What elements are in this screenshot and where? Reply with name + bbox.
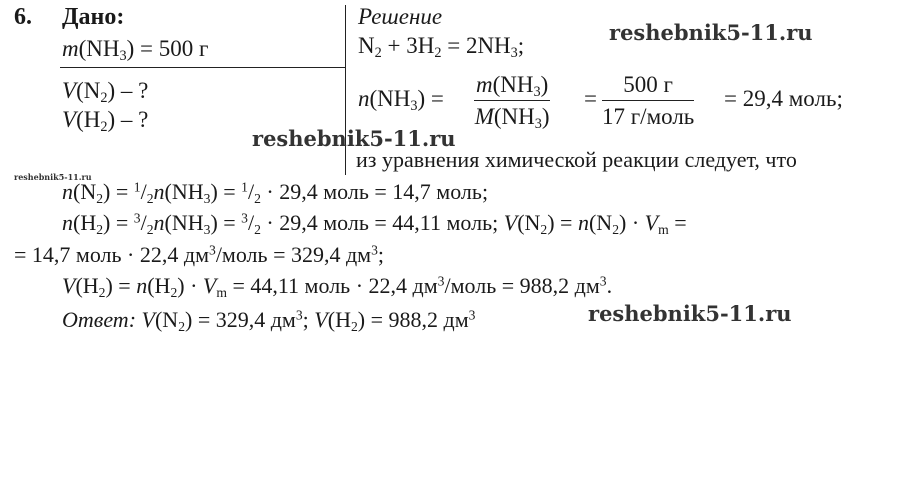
fraction-denominator: 17 г/моль	[602, 104, 695, 129]
solution-line-3: = 14,7 моль · 22,4 $дм^3$/моль = 329,4 $дм^3$;	[14, 242, 385, 267]
watermark-middle: reshebnik5-11.ru	[252, 126, 456, 151]
solution-title: Решение	[358, 4, 443, 29]
given-mass: $m(NH_3) = 500$ г	[62, 36, 209, 64]
watermark-top: reshebnik5-11.ru	[609, 20, 813, 45]
problem-number: 6.	[14, 4, 32, 30]
numeric-fraction	[602, 72, 694, 130]
follow-text: из уравнения химической реакции следует, что	[356, 147, 797, 172]
watermark-bottom: reshebnik5-11.ru	[588, 301, 792, 326]
given-title: Дано:	[62, 4, 125, 30]
amount-formula-left: $n(NH_3)$ =	[358, 86, 444, 114]
watermark-small: reshebnik5-11.ru	[14, 172, 92, 182]
find-v-n2: $V(N_2)$ – ?	[62, 78, 149, 106]
amount-result: = 29,4 моль;	[724, 86, 843, 111]
fraction-numerator: 500 г	[602, 72, 694, 101]
equals-sign: =	[584, 86, 597, 111]
solution-line-4: $V(H_2) = n(H_2) \cdot V_m = 44,11$ моль · 22,4 $дм^3$/моль = 988,2 $дм^3$.	[62, 273, 613, 300]
solution-line-2: $n(H_2) = ^3/_2n(NH_3) = ^3/_2 \cdot 29,4$ моль = 44,11 моль; $V(N_2) = n(N_2) \cdot V_m$ =	[62, 210, 687, 237]
reaction-equation: $N_2 + 3H_2 = 2NH_3$;	[358, 33, 525, 61]
given-find-divider	[60, 67, 346, 68]
find-v-h2: $V(H_2)$ – ?	[62, 107, 149, 135]
fraction-numerator: $m(NH_3)$	[476, 72, 549, 100]
answer-line: Ответ: $V(N_2) = 329,4$ $дм^3$; $V(H_2) = 988,2$ $дм^3$	[62, 307, 476, 334]
fraction-denominator: $M(NH_3)$	[474, 104, 550, 132]
mass-over-molar-fraction	[474, 72, 550, 130]
solution-line-1: $n(N_2) = ^1/_2n(NH_3) = ^1/_2 \cdot 29,4$ моль = 14,7 моль;	[62, 179, 489, 206]
